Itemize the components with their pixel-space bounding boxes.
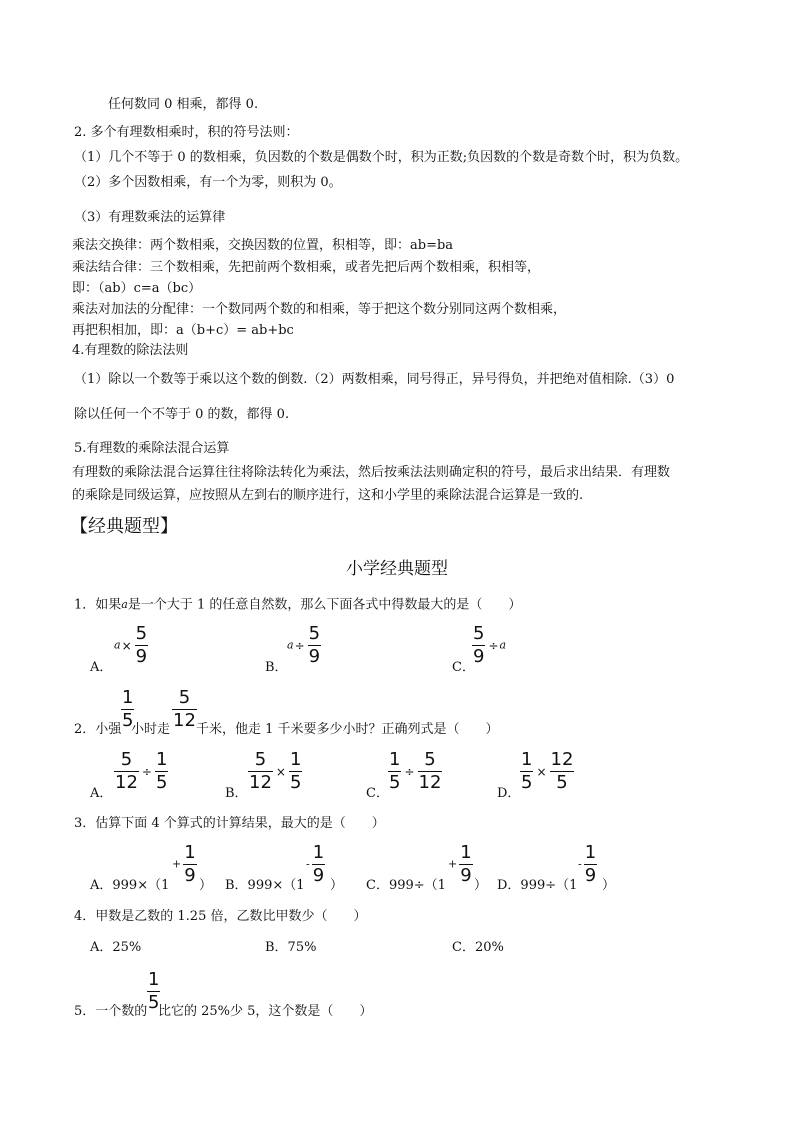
item3-title: （3）有理数乘法的运算律: [74, 210, 226, 225]
q2-option-a-expr: [112, 750, 170, 793]
q2-d-f1: [520, 750, 533, 793]
q4-option-b: B．75%: [265, 940, 317, 955]
q4-option-a: A．25%: [90, 940, 142, 955]
q2-a-f2-den: 5: [155, 772, 168, 793]
q3-b-fraction: [312, 843, 325, 886]
q2-c-div: ÷: [404, 764, 415, 779]
q2-f2-den: 12: [173, 710, 196, 731]
q2-f2: [172, 688, 197, 731]
q2-b-f2-den: 5: [289, 772, 302, 793]
q1-b-div: ÷: [294, 638, 305, 653]
q1-c-div: ÷: [488, 638, 499, 653]
q3-option-b-text: B．999×（1: [225, 878, 305, 893]
q2-option-b-label: B．: [225, 786, 248, 801]
q1-a-fraction: [135, 624, 148, 667]
q2-option-d-label: D．: [497, 786, 521, 801]
q2-f2-num: 5: [172, 688, 197, 710]
q1-stem-a: 1．如果: [74, 597, 122, 613]
q1-c-den: 9: [473, 646, 485, 667]
q1-stem-b: 是一个大于 1 的任意自然数，那么下面各式中得数最大的是（ ）: [127, 597, 522, 613]
q1-b-var: a: [287, 638, 294, 652]
q2-option-c-label: C．: [366, 786, 389, 801]
q4-option-c: C．20%: [452, 940, 504, 955]
q3-option-d-text: D．999÷（1: [497, 878, 578, 893]
q3-option-c-frac: [448, 843, 475, 886]
q2-d-f1-num: 1: [521, 749, 533, 770]
q2-d-f2: [550, 750, 575, 793]
q2-b-f1-den: 12: [249, 772, 272, 793]
q1-option-c-label: C．: [452, 660, 475, 675]
law-commutative: 乘法交换律：两个数相乘，交换因数的位置，积相等，即：ab=ba: [72, 238, 454, 253]
q2-f1-num: 1: [122, 687, 134, 708]
q5-stem-a: 5．一个数的: [74, 1004, 148, 1019]
q5-num: 1: [148, 969, 160, 990]
q2-fraction-2: [170, 688, 199, 731]
q2-stem-c: 千米，他走 1 千米要多少小时？正确列式是（ ）: [196, 722, 499, 737]
q2-a-f1: [114, 750, 139, 793]
q2-a-f1-den: 12: [115, 772, 138, 793]
q2-option-c-expr: [386, 750, 444, 793]
item5-line-1: 有理数的乘除法混合运算往往将除法转化为乘法，然后按乘法法则确定积的符号，最后求出结果．有理数: [72, 465, 671, 480]
q3-d-num: 1: [584, 842, 597, 863]
q4-stem: 4．甲数是乙数的 1.25 倍，乙数比甲数少（ ）: [74, 909, 367, 924]
q3-d-minus: -: [578, 857, 582, 871]
law-associative-formula: 即：（ab）c=a（bc）: [72, 281, 202, 296]
q2-b-f1-num: 5: [248, 750, 273, 772]
law-distributive: 乘法对加法的分配律：一个数同两个数的和相乘，等于把这个数分别同这两个数相乘，: [72, 302, 567, 317]
q2-a-f2: [155, 750, 168, 793]
zero-rule-line: 任何数同 0 相乘，都得 0.: [108, 97, 259, 112]
section-header: 【经典题型】: [70, 516, 178, 537]
q2-b-f2: [289, 750, 302, 793]
item2-rule-1: （1）几个不等于 0 的数相乘，负因数的个数是偶数个时，积为正数;负因数的个数是奇数个时，积为负数。: [74, 150, 689, 165]
q3-c-num: 1: [460, 842, 472, 863]
q5-den: 5: [148, 992, 160, 1013]
q2-a-div: ÷: [141, 764, 152, 779]
q2-a-f2-num: 1: [155, 749, 168, 770]
q3-b-den: 9: [312, 865, 325, 886]
q1-option-a-label: A．: [90, 660, 113, 675]
q3-option-a-close: ）: [199, 878, 213, 893]
q1-b-den: 9: [308, 646, 321, 667]
q1-b-num: 5: [308, 623, 321, 644]
q2-c-f1: [388, 750, 401, 793]
q2-b-f2-num: 1: [289, 749, 302, 770]
q3-option-d-frac: [578, 843, 599, 886]
q1-c-num: 5: [473, 623, 485, 644]
q2-b-f1: [248, 750, 273, 793]
q1-b-fraction: [308, 624, 321, 667]
q3-option-b-close: ）: [330, 878, 344, 893]
item5-line-2: 的乘除是同级运算，应按照从左到右的顺序进行，这和小学里的乘除法混合运算是一致的.: [72, 488, 584, 503]
q5-stem-b: 比它的 25%少 5，这个数是（ ）: [158, 1004, 373, 1019]
q3-d-fraction: [584, 843, 597, 886]
q3-option-a-text: A．999×（1: [90, 878, 170, 893]
center-title: 小学经典题型: [346, 559, 448, 579]
q3-stem: 3．估算下面 4 个算式的计算结果，最大的是（ ）: [74, 816, 385, 831]
q1-a-num: 5: [135, 623, 148, 644]
item4-title: 4.有理数的除法法则: [72, 343, 189, 358]
item4-line-1: （1）除以一个数等于乘以这个数的倒数.（2）两数相乘，同号得正，异号得负，并把绝对值相除.（3）0: [74, 372, 675, 387]
q3-c-fraction: [459, 843, 472, 886]
q1-option-c-expr: [470, 624, 506, 667]
law-associative: 乘法结合律：三个数相乘，先把前两个数相乘，或者先把后两个数相乘，积相等，: [72, 260, 541, 275]
q1-a-den: 9: [135, 646, 148, 667]
item2-title: 2. 多个有理数相乘时，积的符号法则：: [74, 125, 299, 140]
q2-c-f2-den: 12: [418, 772, 442, 793]
item5-title: 5.有理数的乘除法混合运算: [74, 441, 230, 456]
q3-a-fraction: [183, 843, 196, 886]
q1-c-fraction: [472, 624, 485, 667]
q3-c-den: 9: [460, 865, 472, 886]
q2-d-times: ×: [536, 764, 547, 779]
q2-d-f1-den: 5: [521, 772, 533, 793]
q1-option-b-label: B．: [265, 660, 288, 675]
q2-c-f2: [418, 750, 443, 793]
law-distributive-formula: 再把积相加，即：a（b+c）= ab+bc: [72, 323, 294, 338]
q2-c-f1-den: 5: [389, 772, 401, 793]
item4-line-2: 除以任何一个不等于 0 的数，都得 0.: [74, 407, 290, 422]
q3-option-c-close: ）: [474, 878, 488, 893]
q3-b-num: 1: [312, 842, 325, 863]
q3-c-plus: +: [448, 857, 458, 871]
q3-option-d-close: ）: [602, 878, 616, 893]
q3-option-c-text: C．999÷（1: [366, 878, 446, 893]
q2-f1-den: 5: [122, 710, 134, 731]
q3-a-num: 1: [184, 842, 196, 863]
q2-d-f2-num: 12: [550, 749, 574, 770]
q2-option-b-expr: [246, 750, 304, 793]
q2-c-f1-num: 1: [389, 749, 401, 770]
q3-a-den: 9: [184, 865, 196, 886]
q3-a-plus: +: [172, 857, 182, 871]
q1-option-a-expr: [114, 624, 150, 667]
q2-d-f2-den: 5: [556, 772, 568, 793]
q1-option-b-expr: [287, 624, 323, 667]
q2-stem-b: 小时走: [131, 722, 171, 737]
q1-c-var: a: [499, 638, 507, 652]
q2-stem-a: 2．小强: [74, 722, 122, 737]
q2-a-f1-num: 5: [114, 750, 139, 772]
q1-a-times: ×: [121, 638, 132, 653]
item2-rule-2: （2）多个因数相乘，有一个为零，则积为 0。: [74, 175, 342, 190]
q1-a-var: a: [114, 638, 121, 652]
q2-option-d-expr: [518, 750, 576, 793]
q3-d-den: 9: [584, 865, 597, 886]
q2-c-f2-num: 5: [418, 750, 443, 772]
q3-option-a-frac: [172, 843, 199, 886]
q3-b-minus: -: [306, 857, 310, 871]
q3-option-b-frac: [306, 843, 327, 886]
q2-option-a-label: A．: [90, 786, 113, 801]
q2-b-times: ×: [275, 764, 286, 779]
q1-stem: [74, 597, 521, 614]
q1-var: a: [121, 598, 128, 611]
